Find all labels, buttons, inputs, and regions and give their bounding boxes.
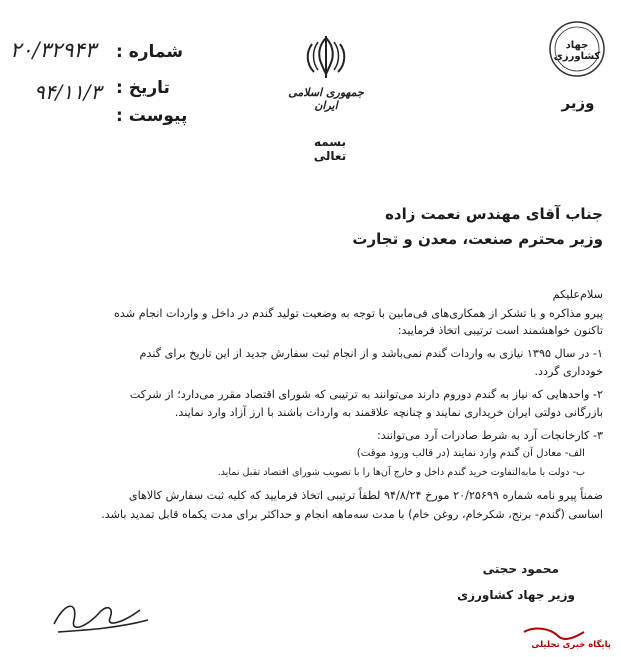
item-1-line-2: خودداری گردد. [534,365,603,378]
addressee: جناب آقای مهندس نعمت زاده [385,205,603,223]
greeting: سلام‌علیکم [552,288,603,301]
minister-mark: وزیر [561,94,595,112]
country-name: جمهوری اسلامی ایران [288,86,364,112]
letter-number: ۲۰/۳۲۹۴۳ [10,38,97,62]
emblem-icon [300,34,352,80]
signer-name: محمود حجتی [482,562,559,576]
watermark-text: پایگاه خبری تحلیلی [531,640,611,650]
date-label: تاریخ : [116,78,170,98]
item-3-a: الف- معادل آن گندم وارد نمایند (در قالب ورود موقت) [356,448,585,459]
item-3-b: ب- دولت با مابه‌التفاوت خرید گندم داخل و خارج آن‌ها را با تصویب شورای اقتصاد تقبل نماید. [217,467,585,478]
letter-date: ۹۴/۱۱/۳ [34,80,102,104]
item-3: ۳- کارخانجات آرد به شرط صادرات آرد می‌توانند: [376,429,603,442]
bismillah: بسمه تعالی [313,135,347,163]
paragraph-1-line-2: تاکنون خواهشمند است ترتیبی اتخاذ فرمایید: [397,324,603,337]
item-2-line-2: بازرگانی دولتی ایران خریداری نمایند و چنانچه علاقمند به واردات باشند با ارز آزاد وارد نمایند. [174,406,603,419]
handwritten-signature [48,590,158,640]
number-label: شماره : [116,42,184,62]
item-1-line-1: ۱- در سال ۱۳۹۵ نیازی به واردات گندم نمی‌باشد و از انجام ثبت سفارش جدید از این تاریخ برای گندم [139,347,603,360]
stamp-text: جهاد کشاورزی [553,40,601,62]
signer-title: وزیر جهاد کشاورزی [457,588,575,602]
item-2-line-1: ۲- واحدهایی که نیاز به گندم دوروم دارند می‌توانند به ترتیبی که شورای اقتصاد مقرر می‌دارد؛ از شرکت [129,388,603,401]
paragraph-2-line-2: اساسی (گندم- برنج، شکرخام، روغن خام) با مدت سه‌ماهه انجام و حداکثر برای مدت یکماه قابل تمدید باشد. [101,508,603,521]
attachment-label: پیوست : [116,106,188,126]
paragraph-1-line-1: پیرو مذاکره و با تشکر از همکاری‌های فی‌مابین با توجه به وضعیت تولید گندم در داخل و واردات انجام شده [114,307,603,320]
addressee-title: وزیر محترم صنعت، معدن و تجارت [352,230,603,248]
paragraph-2-line-1: ضمناً پیرو نامه شماره ۲۰/۲۵۶۹۹ مورخ ۹۴/۸/۲۴ لطفاً ترتیبی اتخاذ فرمایید که کلیه ثبت سفارش کالاهای [128,489,603,502]
